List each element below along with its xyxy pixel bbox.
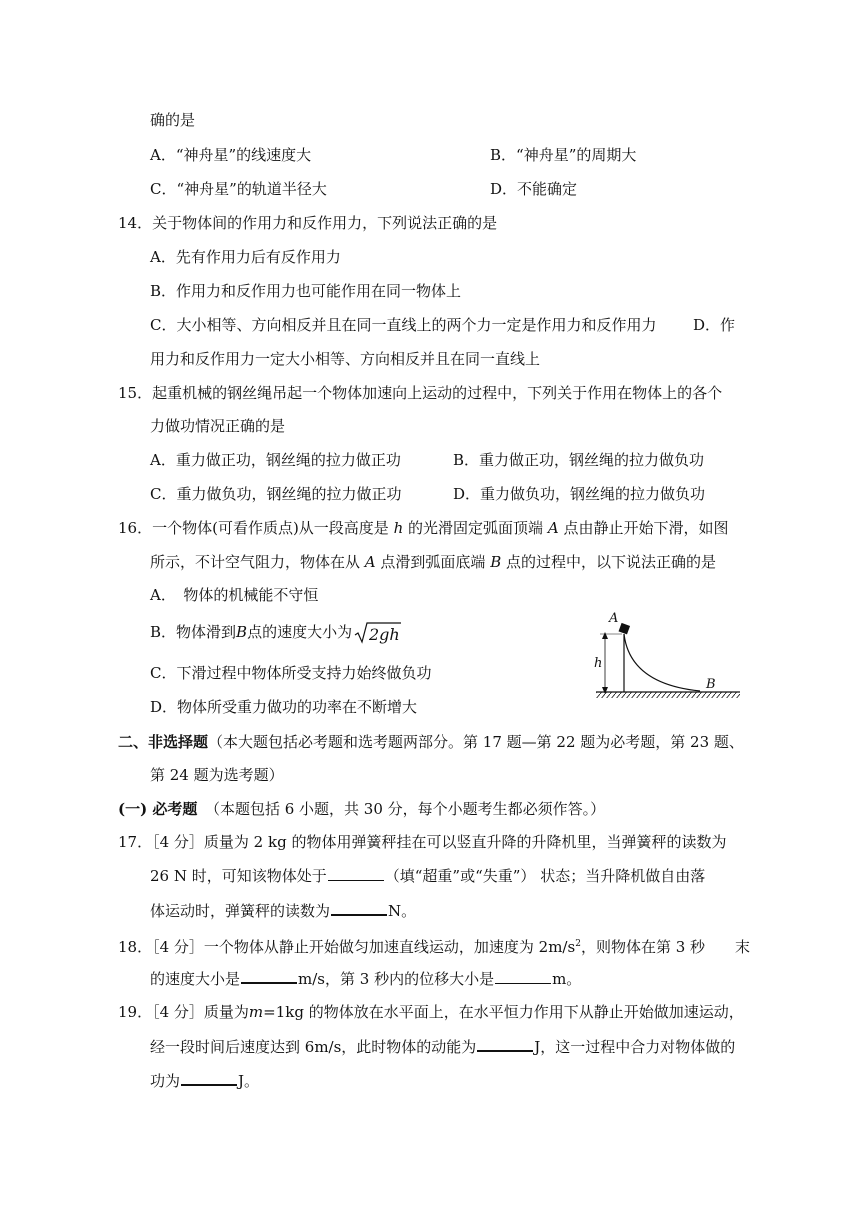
section2-desc-continuation: 第 24 题为选考题） — [150, 766, 284, 784]
q13-stem-continuation: 确的是 — [150, 111, 196, 129]
label-b: B — [706, 677, 716, 692]
answer-blank[interactable] — [477, 1036, 533, 1052]
q13-option-d: D．不能确定 — [490, 180, 578, 198]
q15-option-d: D．重力做负功，钢丝绳的拉力做负功 — [453, 485, 706, 503]
ground-hatching — [596, 692, 740, 698]
answer-blank[interactable] — [328, 866, 384, 881]
arc-surface — [624, 634, 700, 691]
q15-option-b: B．重力做正功，钢丝绳的拉力做负功 — [453, 451, 705, 469]
q14-option-b: B．作用力和反作用力也可能作用在同一物体上 — [150, 282, 462, 300]
label-h: h — [594, 656, 603, 671]
q13-option-b: B．“神舟星”的周期大 — [490, 146, 637, 164]
q18-line1: 18．［4 分］一个物体从静止开始做匀加速直线运动，加速度为 $2m/s^2$，则物体在第 3 秒 末 — [118, 938, 751, 956]
q14-option-a: A．先有作用力后有反作用力 — [150, 248, 341, 266]
answer-blank[interactable] — [331, 900, 387, 916]
sqrt-radicand: 2gh — [369, 625, 400, 644]
answer-blank[interactable] — [181, 1070, 237, 1086]
q17-line2: 26 N 时，可知该物体处于 （填“超重”或“失重”） 状态；当升降机做自由落 — [150, 867, 706, 885]
q19-line1: 19．［4 分］质量为m=1kg 的物体放在水平面上，在水平恒力作用下从静止开始做加速运动， — [118, 1003, 744, 1021]
q16-stem-line1: 16．一个物体(可看作质点)从一段高度是 h 的光滑固定弧面顶端 A 点由静止开始下滑，如图 — [118, 519, 729, 537]
q15-option-c: C．重力做负功，钢丝绳的拉力做正功 — [150, 485, 402, 503]
answer-blank[interactable] — [241, 968, 297, 984]
q18-line2: 的速度大小是 m/s，第 3 秒内的位移大小是 m。 — [150, 970, 582, 988]
label-a: A — [609, 611, 619, 626]
height-arrow-up — [602, 632, 608, 639]
q15-stem-line1: 15．起重机械的钢丝绳吊起一个物体加速向上运动的过程中，下列关于作用在物体上的各个 — [118, 384, 723, 402]
q17-line1: 17．［4 分］质量为 2 kg 的物体用弹簧秤挂在可以竖直升降的升降机里，当弹簧秤的读数为 — [118, 833, 727, 851]
q15-option-a: A．重力做正功，钢丝绳的拉力做正功 — [150, 451, 401, 469]
q15-stem-line2: 力做功情况正确的是 — [150, 417, 286, 435]
q14-option-c: C．大小相等、方向相反并且在同一直线上的两个力一定是作用力和反作用力 — [150, 316, 657, 334]
q17-line3: 体运动时，弹簧秤的读数为 N。 — [150, 902, 417, 920]
q13-option-a: A．“神舟星”的线速度大 — [150, 146, 312, 164]
q19-line2: 经一段时间后速度达到 6m/s，此时物体的动能为 J，这一过程中合力对物体做的 — [150, 1038, 736, 1056]
q16-option-b: B．物体滑到B点的速度大小为 2gh — [150, 620, 402, 645]
q14-stem: 14．关于物体间的作用力和反作用力，下列说法正确的是 — [118, 214, 498, 232]
q19-line3: 功为 J。 — [150, 1072, 260, 1090]
section2-heading: 二、非选择题（本大题包括必考题和选考题两部分。第 17 题—第 22 题为必考题，第 23 题、 — [118, 733, 744, 751]
q16-option-c: C．下滑过程中物体所受支持力始终做负功 — [150, 664, 432, 682]
q14-option-d-continuation: 用力和反作用力一定大小相等、方向相反并且在同一直线上 — [150, 350, 541, 368]
sqrt-expression — [354, 621, 402, 645]
q14-option-d-start: D．作 — [693, 316, 736, 334]
q16-slope-figure — [590, 610, 742, 702]
answer-blank[interactable] — [495, 969, 551, 984]
block — [619, 623, 631, 635]
part1-heading: (一) 必考题 （本题包括 6 小题，共 30 分，每个小题考生都必须作答。） — [118, 800, 606, 818]
q16-option-a: A． 物体的机械能不守恒 — [150, 586, 319, 604]
q13-option-c: C．“神舟星”的轨道半径大 — [150, 180, 327, 198]
q16-stem-line2: 所示，不计空气阻力，物体在从 A 点滑到弧面底端 B 点的过程中，以下说法正确的是 — [150, 553, 717, 571]
q16-option-d: D．物体所受重力做功的功率在不断增大 — [150, 698, 418, 716]
